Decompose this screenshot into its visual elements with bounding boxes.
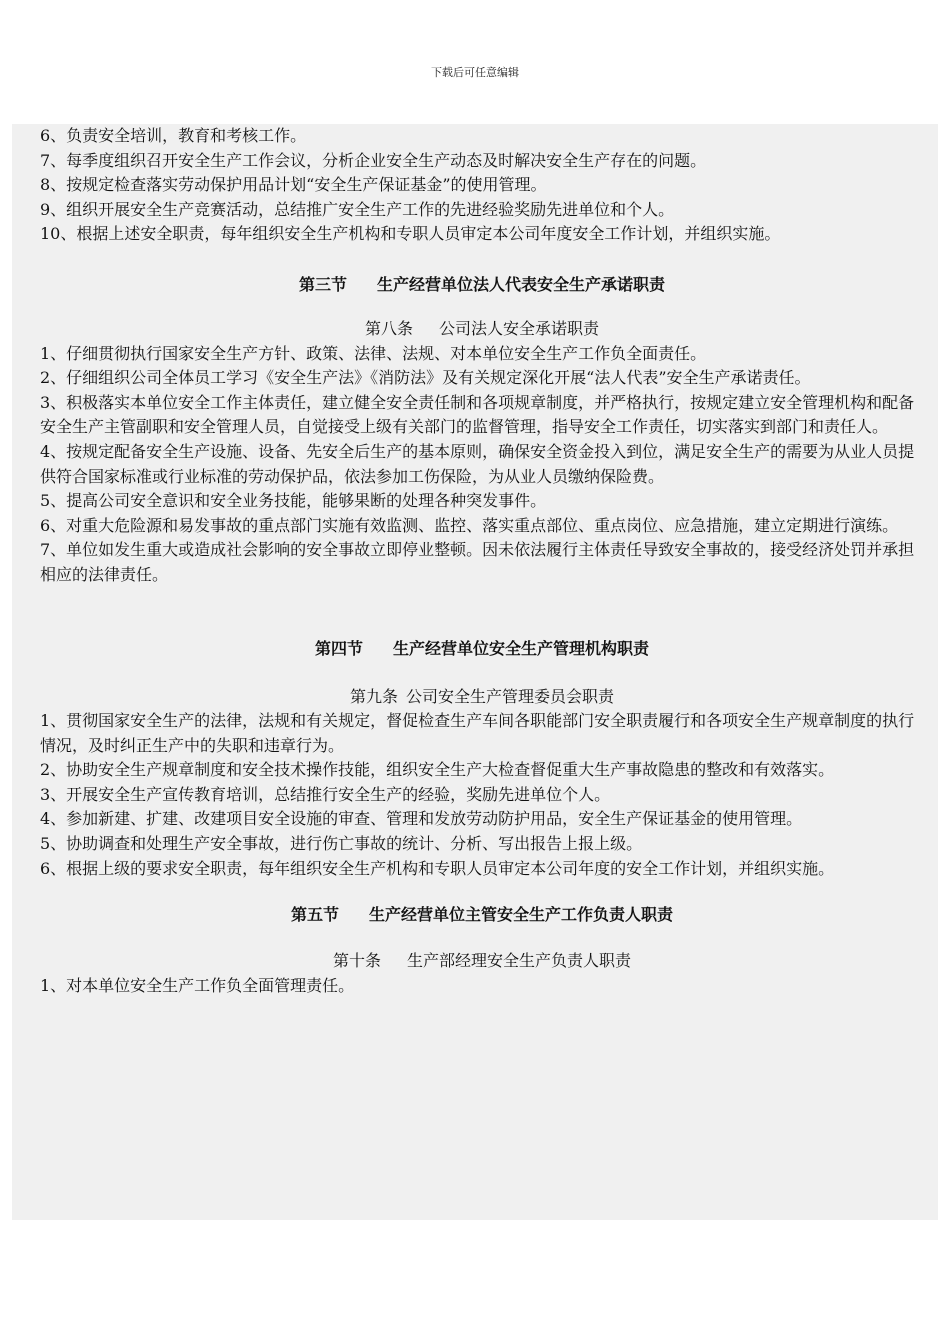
article-title: 公司法人安全承诺职责 (439, 318, 600, 338)
article-heading-10 (40, 949, 924, 974)
article-number: 第九条 (349, 686, 398, 706)
article-number: 第八条 (364, 318, 413, 338)
top-items (40, 124, 924, 247)
header-note: 下载后可任意编辑 (431, 66, 519, 79)
list-item: 2、协助安全生产规章制度和安全技术操作技能，组织安全生产大检查督促重大生产事故隐患的整改和有效落实。 (40, 760, 835, 780)
document-content (40, 124, 924, 998)
list-item: 2、仔细组织公司全体员工学习《安全生产法》《消防法》及有关规定深化开展“法人代表”安全生产承诺责任。 (40, 368, 811, 388)
section-heading-4 (40, 637, 924, 661)
list-item: 6、负责安全培训，教育和考核工作。 (40, 126, 307, 145)
document-page (12, 124, 938, 1220)
list-item: 5、协助调查和处理生产安全事故，进行伤亡事故的统计、分析、写出报告上报上级。 (40, 834, 643, 854)
list-item: 6、根据上级的要求安全职责，每年组织安全生产机构和专职人员审定本公司年度的安全工作计划，并组织实施。 (40, 858, 835, 878)
article-title: 生产部经理安全生产负责人职责 (407, 951, 632, 971)
list-item: 1、仔细贯彻执行国家安全生产方针、政策、法律、法规、对本单位安全生产工作负全面责任。 (40, 343, 707, 363)
list-item: 8、按规定检查落实劳动保护用品计划“安全生产保证基金”的使用管理。 (40, 175, 547, 195)
section-heading-3 (40, 273, 924, 297)
list-item: 3、积极落实本单位安全工作主体责任，建立健全安全责任制和各项规章制度，并严格执行，按规定建立安全管理机构和配备安全生产主管副职和安全管理人员，自觉接受上级有关部门的监督管理，指导安全工作责任，切实落实到部门和责任人。 (40, 392, 915, 437)
list-item: 7、单位如发生重大或造成社会影响的安全事故立即停业整顿。因未依法履行主体责任导致安全事故的，接受经济处罚并承担相应的法律责任。 (40, 540, 915, 584)
section-title: 生产经营单位安全生产管理机构职责 (393, 638, 650, 658)
list-item: 4、参加新建、扩建、改建项目安全设施的审查、管理和发放劳动防护用品，安全生产保证基金的使用管理。 (40, 809, 803, 829)
list-item: 3、开展安全生产宣传教育培训，总结推行安全生产的经验，奖励先进单位个人。 (40, 784, 611, 804)
list-item: 10、根据上述安全职责，每年组织安全生产机构和专职人员审定本公司年度安全工作计划，并组织实施。 (40, 224, 781, 244)
article-heading-8 (40, 317, 924, 342)
list-item: 4、按规定配备安全生产设施、设备、先安全后生产的基本原则，确保安全资金投入到位，满足安全生产的需要为从业人员提供符合国家标准或行业标准的劳动保护品，依法参加工伤保险，为从业人员缴纳保险费。 (40, 441, 915, 486)
article-title: 公司安全生产管理委员会职责 (406, 686, 615, 706)
article-number: 第十条 (332, 951, 381, 971)
list-item: 7、每季度组织召开安全生产工作会议，分析企业安全生产动态及时解决安全生产存在的问题。 (40, 150, 707, 170)
list-item: 5、提高公司安全意识和安全业务技能，能够果断的处理各种突发事件。 (40, 491, 547, 511)
section-heading-5 (40, 903, 924, 927)
article-heading-9 (40, 685, 924, 710)
list-item: 6、对重大危险源和易发事故的重点部门实施有效监测、监控、落实重点部位、重点岗位、应急措施，建立定期进行演练。 (40, 515, 899, 535)
list-item: 1、贯彻国家安全生产的法律，法规和有关规定，督促检查生产车间各职能部门安全职责履行和各项安全生产规章制度的执行情况，及时纠正生产中的失职和违章行为。 (40, 711, 915, 755)
section-title: 生产经营单位法人代表安全生产承诺职责 (377, 274, 666, 294)
section-number: 第四节 (314, 638, 363, 658)
list-item: 1、对本单位安全生产工作负全面管理责任。 (40, 975, 355, 995)
list-item: 9、组织开展安全生产竞赛活动，总结推广安全生产工作的先进经验奖励先进单位和个人。 (40, 199, 675, 219)
section-number: 第三节 (298, 274, 347, 294)
section-title: 生产经营单位主管安全生产工作负责人职责 (369, 905, 674, 925)
section-number: 第五节 (290, 905, 339, 925)
